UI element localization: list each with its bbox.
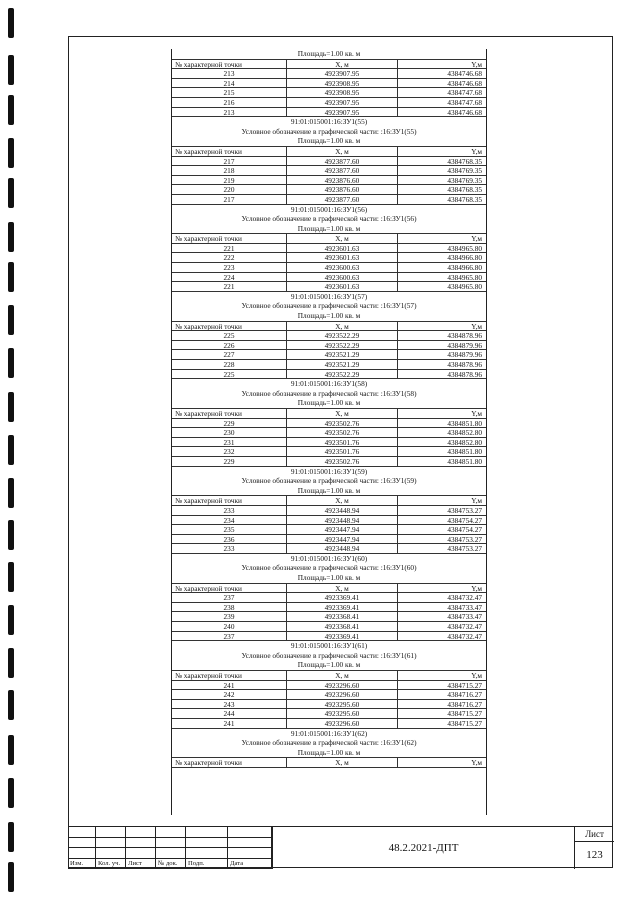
table-row (172, 719, 486, 729)
legend-designation: Условное обозначение в графической части: :16:ЗУ1(61) (241, 650, 417, 660)
binding-mark (8, 392, 14, 422)
x-coordinate: 4923502.76 (287, 457, 398, 467)
revision-cell (68, 827, 96, 838)
y-coordinate: 4384754.27 (398, 525, 486, 535)
table-row (172, 370, 486, 380)
x-coordinate: 4923521.29 (287, 360, 398, 370)
table-row (172, 79, 486, 89)
header-point-number: № характерной точки (172, 409, 287, 419)
point-number: 233 (172, 506, 287, 516)
point-number: 224 (172, 273, 287, 283)
table-row (172, 438, 486, 448)
x-coordinate: 4923296.60 (287, 690, 398, 700)
binding-mark (8, 95, 14, 125)
revision-cell (126, 827, 156, 838)
y-coordinate: 4384965.80 (398, 244, 486, 254)
table-row (172, 622, 486, 632)
header-point-number: № характерной точки (172, 496, 287, 506)
point-number: 238 (172, 603, 287, 613)
area-text: Площадь=1.00 кв. м (172, 748, 486, 759)
cadastral-number: 91:01:015001:16:ЗУ1(57) (290, 291, 368, 301)
point-number: 220 (172, 185, 287, 195)
table-row (172, 263, 486, 273)
table-header-row (172, 584, 486, 594)
table-row (172, 516, 486, 526)
legend-designation: Условное обозначение в графической части: :16:ЗУ1(57) (241, 301, 417, 311)
point-number: 244 (172, 709, 287, 719)
binding-mark (8, 735, 14, 765)
table-row (172, 544, 486, 554)
table-row (172, 244, 486, 254)
binding-mark (8, 690, 14, 720)
point-number: 215 (172, 88, 287, 98)
revision-cell (156, 827, 186, 838)
y-coordinate: 4384753.27 (398, 535, 486, 545)
point-number: 217 (172, 195, 287, 205)
revision-label: № док. (158, 860, 178, 867)
point-number: 235 (172, 525, 287, 535)
x-coordinate: 4923877.60 (287, 157, 398, 167)
binding-mark (8, 605, 14, 635)
x-coordinate: 4923296.60 (287, 719, 398, 729)
header-point-number: № характерной точки (172, 147, 287, 157)
x-coordinate: 4923908.95 (287, 79, 398, 89)
x-coordinate: 4923448.94 (287, 544, 398, 554)
point-number: 223 (172, 263, 287, 273)
point-number: 213 (172, 69, 287, 79)
table-row (172, 282, 486, 292)
x-coordinate: 4923502.76 (287, 419, 398, 429)
table-row (172, 535, 486, 545)
cadastral-number: 91:01:015001:16:ЗУ1(62) (290, 728, 368, 738)
point-number: 236 (172, 535, 287, 545)
y-coordinate: 4384769.35 (398, 166, 486, 176)
binding-mark (8, 478, 14, 508)
area-text: Площадь=1.00 кв. м (172, 573, 486, 584)
revision-cell (96, 848, 126, 859)
revision-cell (228, 838, 272, 849)
revision-cell (186, 838, 228, 849)
header-point-number: № характерной точки (172, 671, 287, 681)
point-number: 222 (172, 253, 287, 263)
point-number: 229 (172, 457, 287, 467)
table-row (172, 88, 486, 98)
table-row (172, 419, 486, 429)
table-row (172, 98, 486, 108)
header-y: Y,м (398, 671, 486, 681)
x-coordinate: 4923447.94 (287, 525, 398, 535)
x-coordinate: 4923368.41 (287, 622, 398, 632)
document-code: 48.2.2021-ДПТ (272, 827, 574, 869)
y-coordinate: 4384716.27 (398, 700, 486, 710)
x-coordinate: 4923907.95 (287, 69, 398, 79)
revision-cell (186, 827, 228, 838)
y-coordinate: 4384753.27 (398, 506, 486, 516)
table-row (172, 709, 486, 719)
revision-cell (156, 838, 186, 849)
x-coordinate: 4923522.29 (287, 331, 398, 341)
x-coordinate: 4923447.94 (287, 535, 398, 545)
y-coordinate: 4384878.96 (398, 370, 486, 380)
table-row (172, 612, 486, 622)
point-number: 242 (172, 690, 287, 700)
x-coordinate: 4923601.63 (287, 282, 398, 292)
area-text: Площадь=1.00 кв. м (172, 398, 486, 409)
area-text: Площадь=1.00 кв. м (172, 311, 486, 322)
area-text: Площадь=1.00 кв. м (172, 486, 486, 497)
x-coordinate: 4923877.60 (287, 166, 398, 176)
y-coordinate: 4384753.27 (398, 544, 486, 554)
point-number: 240 (172, 622, 287, 632)
revision-label: Изм. (70, 860, 84, 867)
table-row (172, 603, 486, 613)
cadastral-number: 91:01:015001:16:ЗУ1(56) (290, 204, 368, 214)
x-coordinate: 4923907.95 (287, 108, 398, 118)
legend-designation: Условное обозначение в графической части: :16:ЗУ1(58) (241, 388, 417, 398)
binding-mark (8, 178, 14, 208)
header-x: X, м (287, 322, 398, 332)
y-coordinate: 4384746.68 (398, 108, 486, 118)
table-row (172, 166, 486, 176)
header-point-number: № характерной точки (172, 758, 287, 768)
table-header-row (172, 322, 486, 332)
title-block (68, 826, 613, 868)
point-number: 229 (172, 419, 287, 429)
cadastral-number: 91:01:015001:16:ЗУ1(61) (290, 641, 368, 651)
revision-cell (228, 848, 272, 859)
y-coordinate: 4384715.27 (398, 681, 486, 691)
y-coordinate: 4384851.80 (398, 447, 486, 457)
point-number: 225 (172, 331, 287, 341)
x-coordinate: 4923876.60 (287, 185, 398, 195)
binding-mark (8, 435, 14, 465)
x-coordinate: 4923521.29 (287, 350, 398, 360)
binding-mark (8, 55, 14, 85)
legend-designation: Условное обозначение в графической части: :16:ЗУ1(55) (241, 126, 417, 136)
y-coordinate: 4384768.35 (398, 185, 486, 195)
x-coordinate: 4923295.60 (287, 709, 398, 719)
revision-grid (68, 827, 272, 869)
legend-designation: Условное обозначение в графической части: :16:ЗУ1(56) (241, 214, 417, 224)
revision-cell (68, 848, 96, 859)
x-coordinate: 4923368.41 (287, 612, 398, 622)
table-row (172, 690, 486, 700)
point-number: 221 (172, 282, 287, 292)
table-row (172, 176, 486, 186)
binding-mark (8, 8, 14, 38)
y-coordinate: 4384852.80 (398, 438, 486, 448)
table-row (172, 632, 486, 642)
table-row (172, 69, 486, 79)
revision-label: Лист (128, 860, 142, 867)
table-row (172, 273, 486, 283)
binding-mark (8, 822, 14, 852)
header-x: X, м (287, 147, 398, 157)
y-coordinate: 4384769.35 (398, 176, 486, 186)
legend-designation: Условное обозначение в графической части: :16:ЗУ1(62) (241, 738, 417, 748)
revision-cell (126, 848, 156, 859)
table-header-row (172, 60, 486, 70)
x-coordinate: 4923600.63 (287, 273, 398, 283)
y-coordinate: 4384716.27 (398, 690, 486, 700)
table-header-row (172, 234, 486, 244)
table-row (172, 700, 486, 710)
y-coordinate: 4384879.96 (398, 350, 486, 360)
point-number: 219 (172, 176, 287, 186)
point-number: 228 (172, 360, 287, 370)
point-number: 232 (172, 447, 287, 457)
table-header-row (172, 409, 486, 419)
cadastral-number: 91:01:015001:16:ЗУ1(60) (290, 553, 368, 563)
x-coordinate: 4923600.63 (287, 263, 398, 273)
x-coordinate: 4923908.95 (287, 88, 398, 98)
point-number: 218 (172, 166, 287, 176)
table-row (172, 428, 486, 438)
revision-cell (126, 838, 156, 849)
revision-label: Кол. уч. (98, 860, 121, 867)
table-header-row (172, 758, 486, 768)
binding-mark (8, 222, 14, 252)
y-coordinate: 4384851.80 (398, 419, 486, 429)
x-coordinate: 4923448.94 (287, 506, 398, 516)
x-coordinate: 4923295.60 (287, 700, 398, 710)
revision-cell (228, 827, 272, 838)
header-point-number: № характерной точки (172, 322, 287, 332)
legend-designation: Условное обозначение в графической части: :16:ЗУ1(59) (241, 476, 417, 486)
x-coordinate: 4923601.63 (287, 244, 398, 254)
revision-cell (156, 848, 186, 859)
binding-mark (8, 562, 14, 592)
point-number: 241 (172, 719, 287, 729)
table-row (172, 447, 486, 457)
header-x: X, м (287, 496, 398, 506)
y-coordinate: 4384747.68 (398, 88, 486, 98)
x-coordinate: 4923502.76 (287, 428, 398, 438)
coordinates-table (171, 49, 487, 815)
revision-cell (96, 827, 126, 838)
table-row (172, 593, 486, 603)
cadastral-number: 91:01:015001:16:ЗУ1(58) (290, 379, 368, 389)
point-number: 213 (172, 108, 287, 118)
area-text: Площадь=1.00 кв. м (172, 224, 486, 235)
x-coordinate: 4923501.76 (287, 447, 398, 457)
header-y: Y,м (398, 322, 486, 332)
point-number: 216 (172, 98, 287, 108)
x-coordinate: 4923601.63 (287, 253, 398, 263)
x-coordinate: 4923877.60 (287, 195, 398, 205)
y-coordinate: 4384746.68 (398, 79, 486, 89)
sheet-label: Лист (575, 827, 614, 842)
y-coordinate: 4384733.47 (398, 612, 486, 622)
revision-label: Подп. (188, 860, 205, 867)
header-x: X, м (287, 758, 398, 768)
sheet-box (574, 827, 613, 869)
table-row (172, 341, 486, 351)
y-coordinate: 4384715.27 (398, 719, 486, 729)
area-text: Площадь=1.00 кв. м (172, 660, 486, 671)
point-number: 226 (172, 341, 287, 351)
header-x: X, м (287, 671, 398, 681)
x-coordinate: 4923522.29 (287, 370, 398, 380)
x-coordinate: 4923369.41 (287, 593, 398, 603)
table-row (172, 185, 486, 195)
cadastral-number: 91:01:015001:16:ЗУ1(55) (290, 117, 368, 127)
y-coordinate: 4384733.47 (398, 603, 486, 613)
table-row (172, 350, 486, 360)
point-number: 231 (172, 438, 287, 448)
point-number: 217 (172, 157, 287, 167)
y-coordinate: 4384965.80 (398, 282, 486, 292)
table-row (172, 195, 486, 205)
point-number: 237 (172, 593, 287, 603)
table-header-row (172, 147, 486, 157)
point-number: 241 (172, 681, 287, 691)
y-coordinate: 4384878.96 (398, 331, 486, 341)
binding-mark (8, 648, 14, 678)
table-row (172, 108, 486, 118)
point-number: 243 (172, 700, 287, 710)
revision-cell (68, 838, 96, 849)
table-row (172, 253, 486, 263)
y-coordinate: 4384878.96 (398, 360, 486, 370)
x-coordinate: 4923501.76 (287, 438, 398, 448)
x-coordinate: 4923907.95 (287, 98, 398, 108)
binding-mark (8, 778, 14, 808)
x-coordinate: 4923448.94 (287, 516, 398, 526)
header-y: Y,м (398, 758, 486, 768)
header-x: X, м (287, 584, 398, 594)
y-coordinate: 4384732.47 (398, 622, 486, 632)
table-row (172, 331, 486, 341)
binding-mark (8, 520, 14, 550)
point-number: 221 (172, 244, 287, 254)
binding-mark (8, 348, 14, 378)
area-text: Площадь=1.00 кв. м (172, 136, 486, 147)
header-point-number: № характерной точки (172, 584, 287, 594)
header-x: X, м (287, 60, 398, 70)
legend-designation: Условное обозначение в графической части: :16:ЗУ1(60) (241, 563, 417, 573)
sheet-number: 123 (586, 849, 603, 861)
y-coordinate: 4384732.47 (398, 593, 486, 603)
x-coordinate: 4923369.41 (287, 603, 398, 613)
x-coordinate: 4923369.41 (287, 632, 398, 642)
y-coordinate: 4384746.68 (398, 69, 486, 79)
point-number: 233 (172, 544, 287, 554)
header-x: X, м (287, 234, 398, 244)
y-coordinate: 4384747.68 (398, 98, 486, 108)
revision-cell (186, 848, 228, 859)
binding-mark (8, 305, 14, 335)
header-y: Y,м (398, 584, 486, 594)
y-coordinate: 4384852.80 (398, 428, 486, 438)
y-coordinate: 4384732.47 (398, 632, 486, 642)
x-coordinate: 4923296.60 (287, 681, 398, 691)
header-y: Y,м (398, 147, 486, 157)
point-number: 214 (172, 79, 287, 89)
y-coordinate: 4384965.80 (398, 273, 486, 283)
y-coordinate: 4384715.27 (398, 709, 486, 719)
table-header-row (172, 496, 486, 506)
header-point-number: № характерной точки (172, 60, 287, 70)
header-y: Y,м (398, 409, 486, 419)
table-row (172, 157, 486, 167)
table-row (172, 506, 486, 516)
header-y: Y,м (398, 496, 486, 506)
cadastral-number: 91:01:015001:16:ЗУ1(59) (290, 466, 368, 476)
table-row (172, 360, 486, 370)
point-number: 230 (172, 428, 287, 438)
y-coordinate: 4384768.35 (398, 157, 486, 167)
binding-mark (8, 138, 14, 168)
point-number: 225 (172, 370, 287, 380)
binding-holes (0, 0, 28, 905)
revision-cell (96, 838, 126, 849)
table-row (172, 457, 486, 467)
x-coordinate: 4923876.60 (287, 176, 398, 186)
binding-mark (8, 862, 14, 892)
y-coordinate: 4384768.35 (398, 195, 486, 205)
point-number: 234 (172, 516, 287, 526)
x-coordinate: 4923522.29 (287, 341, 398, 351)
header-point-number: № характерной точки (172, 234, 287, 244)
y-coordinate: 4384966.80 (398, 253, 486, 263)
y-coordinate: 4384966.80 (398, 263, 486, 273)
binding-mark (8, 262, 14, 292)
header-x: X, м (287, 409, 398, 419)
y-coordinate: 4384879.96 (398, 341, 486, 351)
header-y: Y,м (398, 234, 486, 244)
table-row (172, 681, 486, 691)
table-header-row (172, 671, 486, 681)
table-row (172, 525, 486, 535)
y-coordinate: 4384851.80 (398, 457, 486, 467)
header-y: Y,м (398, 60, 486, 70)
area-text: Площадь=1.00 кв. м (172, 49, 486, 60)
revision-label: Дата (230, 860, 244, 867)
point-number: 227 (172, 350, 287, 360)
point-number: 237 (172, 632, 287, 642)
point-number: 239 (172, 612, 287, 622)
y-coordinate: 4384754.27 (398, 516, 486, 526)
